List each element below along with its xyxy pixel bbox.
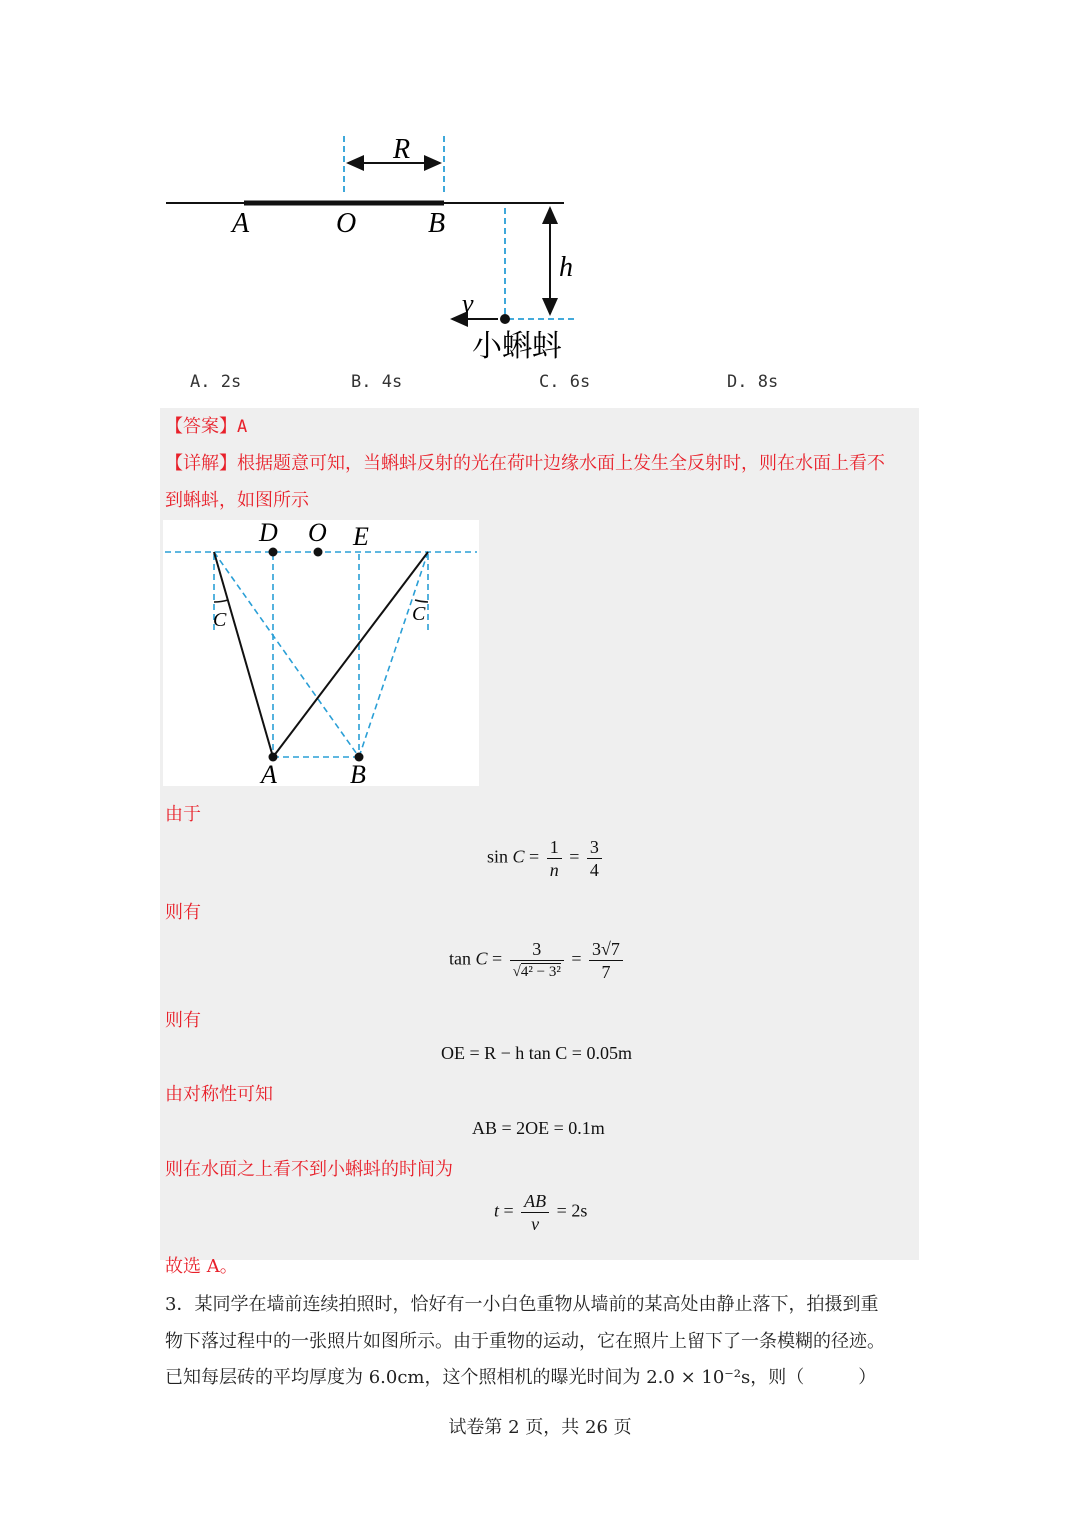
then-text-1: 则有 bbox=[165, 902, 201, 923]
total-reflection-figure bbox=[163, 520, 479, 786]
label-B: B bbox=[428, 208, 446, 239]
tadpole-lily-pad-figure bbox=[160, 128, 580, 368]
answer-line bbox=[165, 412, 247, 438]
page-footer: 试卷第 2 页，共 26 页 bbox=[448, 1417, 632, 1438]
label-C-right: C bbox=[412, 603, 426, 625]
option-b: B. 4s bbox=[351, 372, 403, 392]
label-O: O bbox=[336, 208, 357, 239]
detail-line-1: 【详解】根据题意可知，当蝌蚪反射的光在荷叶边缘水面上发生全反射时，则在水面上看不 bbox=[165, 453, 885, 474]
tadpole-dot bbox=[500, 314, 510, 324]
label-A2: A bbox=[261, 760, 277, 786]
answer-value: A bbox=[237, 417, 248, 437]
label-B2: B bbox=[350, 760, 366, 786]
equation-sin: sin C = $\frac{1}{n}$ = $\frac{3}{4}$ bbox=[487, 836, 605, 881]
detail-line-2: 到蝌蚪，如图所示 bbox=[165, 490, 309, 511]
option-d: D. 8s bbox=[727, 372, 779, 392]
equation-time: t = $\frac{AB}{v}$ = 2s bbox=[494, 1191, 588, 1234]
label-v: v bbox=[462, 289, 474, 318]
option-c: C. 6s bbox=[539, 372, 591, 392]
because-text: 由于 bbox=[165, 804, 201, 825]
label-E: E bbox=[353, 522, 369, 551]
label-tadpole: 小蝌蚪 bbox=[472, 329, 562, 364]
symmetry-text: 由对称性可知 bbox=[165, 1084, 273, 1105]
label-h: h bbox=[559, 252, 573, 283]
label-O2: O bbox=[308, 520, 327, 547]
option-a: A. 2s bbox=[190, 372, 242, 392]
time-intro-text: 则在水面之上看不到小蝌蚪的时间为 bbox=[165, 1159, 453, 1180]
label-C-left: C bbox=[213, 609, 227, 631]
label-R: R bbox=[393, 134, 411, 165]
conclusion-text: 故选 A。 bbox=[165, 1256, 238, 1277]
equation-tan: tan C = $\frac{3}{\text{√4² − 3²}}$ = $\frac{3√7}{7}$ bbox=[449, 938, 626, 983]
question3-line1: 3．某同学在墙前连续拍照时，恰好有一小白色重物从墙前的某高处由静止落下，拍摄到重 bbox=[165, 1294, 879, 1315]
question3-line2: 物下落过程中的一张照片如图所示。由于重物的运动，它在照片上留下了一条模糊的径迹。 bbox=[165, 1331, 885, 1352]
question3-line3: 已知每层砖的平均厚度为 6.0cm，这个照相机的曝光时间为 2.0 × 10⁻²s，则（ ） bbox=[165, 1367, 877, 1388]
then-text-2: 则有 bbox=[165, 1010, 201, 1031]
equation-oe: OE = R − h tan C = 0.05m bbox=[441, 1043, 632, 1063]
detail-tag: 【详解】 bbox=[165, 453, 237, 474]
equation-ab: AB = 2OE = 0.1m bbox=[472, 1118, 605, 1138]
label-D: D bbox=[259, 520, 278, 547]
label-A: A bbox=[232, 208, 250, 239]
answer-tag: 【答案】 bbox=[165, 416, 237, 437]
